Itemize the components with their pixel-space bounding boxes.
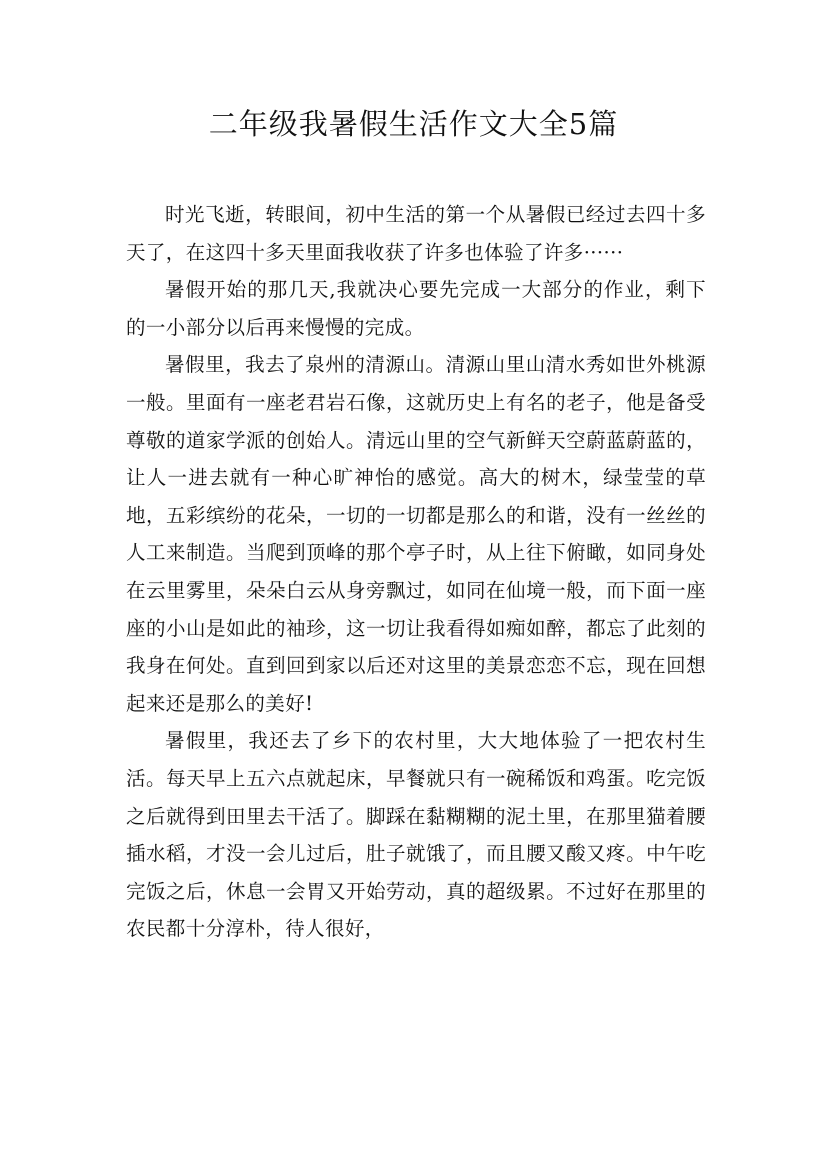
document-title: 二年级我暑假生活作文大全5篇 xyxy=(208,107,619,141)
paragraph-qingyuan-mountain: 暑假里，我去了泉州的清源山。清源山里山清水秀如世外桃源一般。里面有一座老君岩石像，这就历史上有名的老子，他是备受尊敬的道家学派的创始人。清远山里的空气新鲜天空蔚蓝蔚蓝的，让人一进去就有一种心旷神怡的感觉。高大的树木，绿莹莹的草地，五彩缤纷的花朵，一切的一切都是那么的和谐，没有一丝丝的人工来制造。当爬到顶峰的那个亭子时，从上往下俯瞰，如同身处在云里雾里，朵朵白云从身旁飘过，如同在仙境一般，而下面一座座的小山是如此的袖珍，这一切让我看得如痴如醉，都忘了此刻的我身在何处。直到回到家以后还对这里的美景恋恋不忘，现在回想起来还是那么的美好! xyxy=(126,353,706,715)
paragraph-homework: 暑假开始的那几天,我就决心要先完成一大部分的作业，剩下的一小部分以后再来慢慢的完成。 xyxy=(126,278,706,339)
paragraph-intro: 时光飞逝，转眼间，初中生活的第一个从暑假已经过去四十多天了，在这四十多天里面我收获了许多也体验了许多······ xyxy=(126,203,706,264)
document-body xyxy=(126,196,706,948)
paragraph-countryside: 暑假里，我还去了乡下的农村里，大大地体验了一把农村生活。每天早上五六点就起床，早餐就只有一碗稀饭和鸡蛋。吃完饭之后就得到田里去干活了。脚踩在黏糊糊的泥土里，在那里猫着腰插水稻，才没一会儿过后，肚子就饿了，而且腰又酸又疼。中午吃完饭之后，休息一会胃又开始劳动，真的超级累。不过好在那里的农民都十分淳朴，待人很好， xyxy=(126,729,706,941)
